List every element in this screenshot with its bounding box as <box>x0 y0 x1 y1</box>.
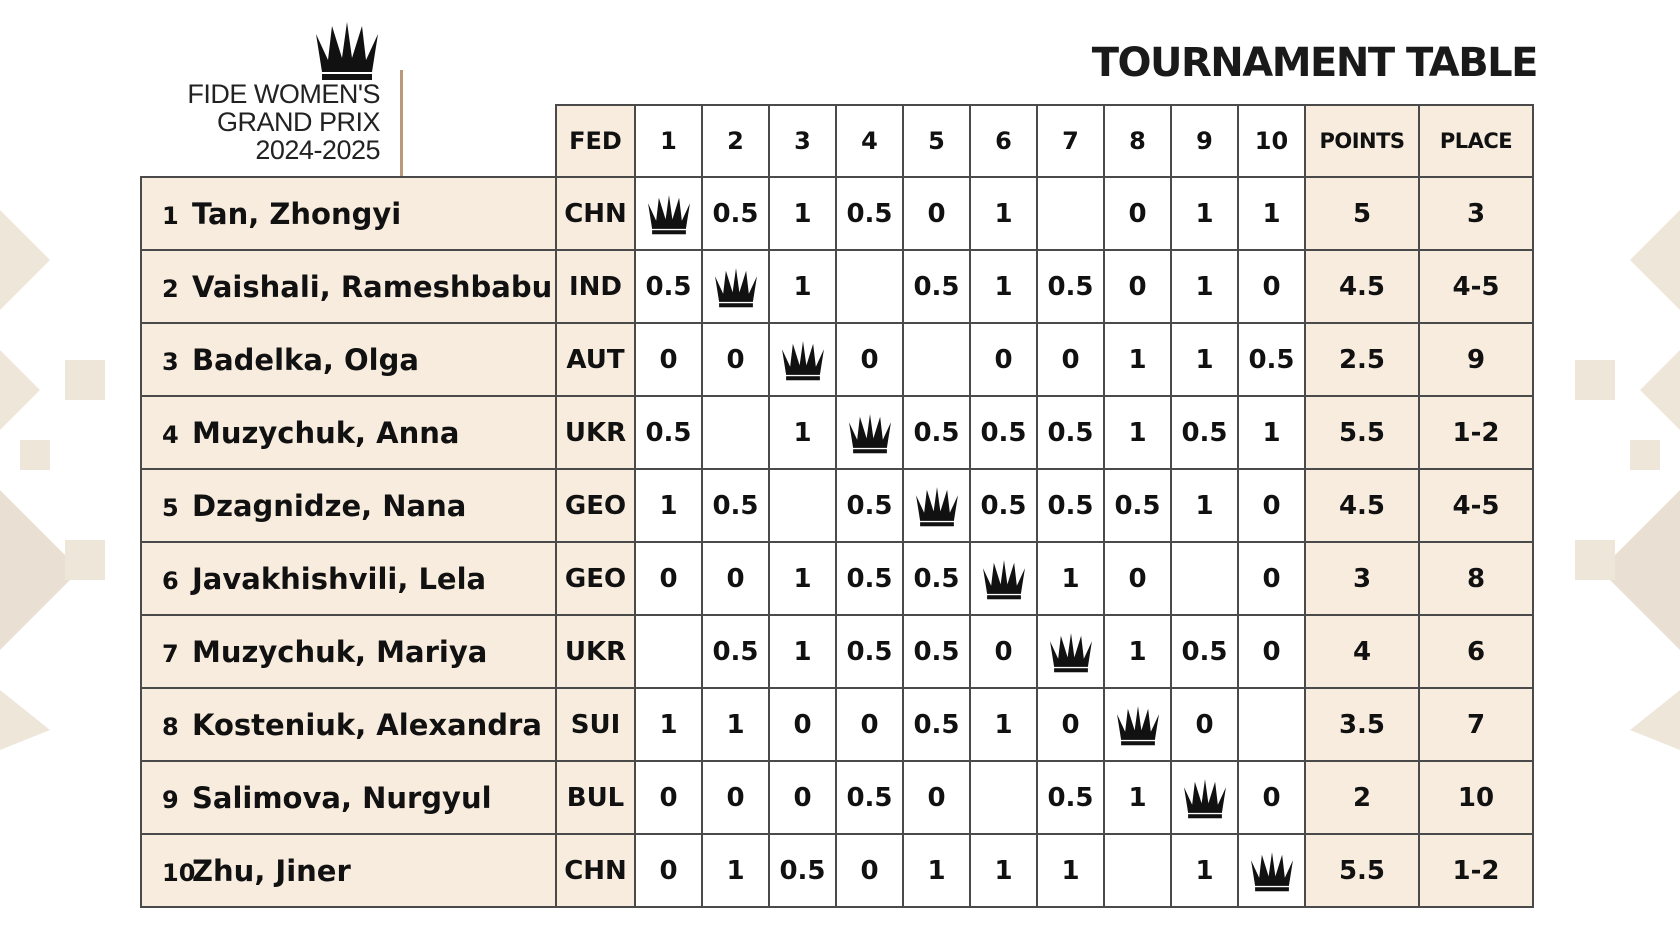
points-cell: 2.5 <box>1305 323 1419 396</box>
player-name: Badelka, Olga <box>192 342 419 377</box>
result-cell: 0 <box>1238 542 1305 615</box>
result-cell: 0 <box>836 323 903 396</box>
result-cell: 0.5 <box>903 542 970 615</box>
points-cell: 2 <box>1305 761 1419 834</box>
crown-icon <box>912 485 962 527</box>
result-cell: 0.5 <box>635 250 702 323</box>
crown-icon <box>845 412 895 454</box>
points-cell: 3.5 <box>1305 688 1419 761</box>
place-cell: 6 <box>1419 615 1533 688</box>
player-cell <box>141 688 556 761</box>
table-row <box>141 250 1533 323</box>
result-cell: 0 <box>970 323 1037 396</box>
result-cell: 1 <box>1037 542 1104 615</box>
self-crown-cell <box>1238 834 1305 907</box>
result-cell: 0 <box>769 688 836 761</box>
table-header-row <box>141 105 1533 177</box>
result-cell: 0.5 <box>702 615 769 688</box>
player-cell <box>141 469 556 542</box>
result-cell: 0 <box>1104 542 1171 615</box>
result-cell: 1 <box>1171 323 1238 396</box>
player-cell <box>141 834 556 907</box>
result-cell: 1 <box>1104 615 1171 688</box>
table-row <box>141 469 1533 542</box>
table-row <box>141 542 1533 615</box>
right-decoration <box>1560 190 1680 750</box>
federation-cell: CHN <box>556 834 635 907</box>
player-number: 7 <box>162 639 179 668</box>
self-crown-cell <box>702 250 769 323</box>
result-cell: 0.5 <box>702 177 769 250</box>
player-number: 4 <box>162 420 179 449</box>
result-cell: 1 <box>1171 250 1238 323</box>
result-cell: 0.5 <box>1037 469 1104 542</box>
round-header: 4 <box>836 105 903 177</box>
result-cell: 0 <box>1238 761 1305 834</box>
self-crown-cell <box>769 323 836 396</box>
result-cell: 0.5 <box>1037 761 1104 834</box>
result-cell: 0.5 <box>970 469 1037 542</box>
logo-line-2: GRAND PRIX <box>216 107 380 137</box>
result-cell: 0.5 <box>836 469 903 542</box>
result-cell: 0.5 <box>1171 615 1238 688</box>
result-cell: 0 <box>970 615 1037 688</box>
result-cell <box>769 469 836 542</box>
crown-icon <box>1046 631 1096 673</box>
points-cell: 5 <box>1305 177 1419 250</box>
result-cell: 0.5 <box>1171 396 1238 469</box>
result-cell: 0 <box>635 834 702 907</box>
result-cell: 1 <box>635 688 702 761</box>
result-cell: 1 <box>1037 834 1104 907</box>
result-cell: 0 <box>836 834 903 907</box>
place-cell: 4-5 <box>1419 469 1533 542</box>
player-cell <box>141 323 556 396</box>
result-cell: 1 <box>1238 177 1305 250</box>
points-cell: 5.5 <box>1305 834 1419 907</box>
self-crown-cell <box>903 469 970 542</box>
federation-cell: CHN <box>556 177 635 250</box>
round-header: 9 <box>1171 105 1238 177</box>
crown-icon <box>778 339 828 381</box>
page-title: TOURNAMENT TABLE <box>1091 40 1537 86</box>
result-cell: 0.5 <box>769 834 836 907</box>
federation-cell: IND <box>556 250 635 323</box>
result-cell: 1 <box>970 834 1037 907</box>
player-number: 6 <box>162 566 179 595</box>
result-cell: 1 <box>702 834 769 907</box>
points-header: POINTS <box>1305 105 1419 177</box>
result-cell <box>1104 834 1171 907</box>
result-cell: 1 <box>1171 469 1238 542</box>
round-header: 1 <box>635 105 702 177</box>
crown-icon <box>711 266 761 308</box>
result-cell: 0.5 <box>1238 323 1305 396</box>
result-cell: 0 <box>1238 250 1305 323</box>
player-cell <box>141 177 556 250</box>
federation-cell: UKR <box>556 396 635 469</box>
result-cell: 1 <box>1238 396 1305 469</box>
player-name: Zhu, Jiner <box>192 853 351 888</box>
self-crown-cell <box>1104 688 1171 761</box>
place-header: PLACE <box>1419 105 1533 177</box>
result-cell: 1 <box>769 177 836 250</box>
round-header: 5 <box>903 105 970 177</box>
result-cell: 0.5 <box>903 615 970 688</box>
result-cell: 1 <box>635 469 702 542</box>
player-number: 3 <box>162 347 179 376</box>
player-number: 2 <box>162 274 179 303</box>
fed-header: FED <box>556 105 635 177</box>
result-cell: 1 <box>970 250 1037 323</box>
result-cell: 0 <box>903 177 970 250</box>
result-cell: 0.5 <box>903 688 970 761</box>
self-crown-cell <box>635 177 702 250</box>
result-cell <box>970 761 1037 834</box>
result-cell: 1 <box>1104 761 1171 834</box>
result-cell: 0.5 <box>1037 396 1104 469</box>
result-cell: 1 <box>970 688 1037 761</box>
points-cell: 3 <box>1305 542 1419 615</box>
result-cell: 0.5 <box>836 615 903 688</box>
federation-cell: SUI <box>556 688 635 761</box>
table-row <box>141 761 1533 834</box>
result-cell: 0 <box>1037 688 1104 761</box>
place-cell: 9 <box>1419 323 1533 396</box>
player-number: 10 <box>162 858 196 887</box>
result-cell <box>903 323 970 396</box>
self-crown-cell <box>1171 761 1238 834</box>
player-name: Kosteniuk, Alexandra <box>192 707 542 742</box>
table-row <box>141 688 1533 761</box>
round-header: 7 <box>1037 105 1104 177</box>
place-cell: 10 <box>1419 761 1533 834</box>
crown-icon <box>310 20 384 80</box>
player-number: 8 <box>162 712 179 741</box>
result-cell: 0 <box>836 688 903 761</box>
player-name: Muzychuk, Anna <box>192 415 460 450</box>
player-number: 9 <box>162 785 179 814</box>
player-number: 5 <box>162 493 179 522</box>
points-cell: 4.5 <box>1305 250 1419 323</box>
header-spacer <box>141 105 556 177</box>
result-cell: 0 <box>635 761 702 834</box>
player-cell <box>141 250 556 323</box>
logo-line-1: FIDE WOMEN'S <box>187 79 380 109</box>
round-header: 2 <box>702 105 769 177</box>
federation-cell: GEO <box>556 469 635 542</box>
place-cell: 4-5 <box>1419 250 1533 323</box>
result-cell: 0 <box>1238 469 1305 542</box>
player-name: Muzychuk, Mariya <box>192 634 488 669</box>
result-cell: 0.5 <box>970 396 1037 469</box>
result-cell: 1 <box>769 615 836 688</box>
result-cell: 0 <box>1037 323 1104 396</box>
player-name: Tan, Zhongyi <box>192 196 402 231</box>
crown-icon <box>1247 850 1297 892</box>
result-cell: 1 <box>970 177 1037 250</box>
logo-line-3: 2024-2025 <box>255 135 380 165</box>
round-header: 3 <box>769 105 836 177</box>
federation-cell: GEO <box>556 542 635 615</box>
table-row <box>141 834 1533 907</box>
player-cell <box>141 396 556 469</box>
result-cell: 0 <box>769 761 836 834</box>
round-header: 8 <box>1104 105 1171 177</box>
result-cell: 1 <box>769 396 836 469</box>
player-cell <box>141 615 556 688</box>
result-cell: 1 <box>702 688 769 761</box>
result-cell: 0.5 <box>1104 469 1171 542</box>
crown-icon <box>1113 704 1163 746</box>
result-cell: 0.5 <box>836 177 903 250</box>
federation-cell: BUL <box>556 761 635 834</box>
federation-cell: UKR <box>556 615 635 688</box>
player-name: Javakhishvili, Lela <box>192 561 487 596</box>
table-body <box>141 177 1533 907</box>
federation-cell: AUT <box>556 323 635 396</box>
result-cell: 1 <box>769 250 836 323</box>
table-row <box>141 615 1533 688</box>
result-cell: 1 <box>769 542 836 615</box>
round-header: 10 <box>1238 105 1305 177</box>
result-cell <box>1171 542 1238 615</box>
self-crown-cell <box>970 542 1037 615</box>
player-number: 1 <box>162 201 179 230</box>
result-cell: 1 <box>1171 834 1238 907</box>
result-cell <box>1037 177 1104 250</box>
tournament-table <box>140 104 1534 908</box>
result-cell: 0 <box>1104 250 1171 323</box>
result-cell <box>635 615 702 688</box>
result-cell: 0.5 <box>836 761 903 834</box>
result-cell: 0.5 <box>903 396 970 469</box>
result-cell: 0 <box>702 542 769 615</box>
place-cell: 8 <box>1419 542 1533 615</box>
table-row <box>141 323 1533 396</box>
points-cell: 5.5 <box>1305 396 1419 469</box>
place-cell: 7 <box>1419 688 1533 761</box>
result-cell: 0 <box>702 323 769 396</box>
result-cell <box>1238 688 1305 761</box>
self-crown-cell <box>836 396 903 469</box>
crown-icon <box>644 193 694 235</box>
player-name: Salimova, Nurgyul <box>192 780 492 815</box>
result-cell: 0 <box>1104 177 1171 250</box>
crown-icon <box>1180 777 1230 819</box>
points-cell: 4 <box>1305 615 1419 688</box>
crown-icon <box>979 558 1029 600</box>
result-cell: 0 <box>635 542 702 615</box>
result-cell <box>702 396 769 469</box>
result-cell <box>836 250 903 323</box>
result-cell: 1 <box>1104 396 1171 469</box>
player-name: Dzagnidze, Nana <box>192 488 467 523</box>
player-name: Vaishali, Rameshbabu <box>192 269 553 304</box>
result-cell: 1 <box>1171 177 1238 250</box>
player-cell <box>141 542 556 615</box>
left-decoration <box>0 190 120 750</box>
result-cell: 0 <box>702 761 769 834</box>
place-cell: 1-2 <box>1419 834 1533 907</box>
place-cell: 1-2 <box>1419 396 1533 469</box>
result-cell: 0.5 <box>903 250 970 323</box>
player-cell <box>141 761 556 834</box>
result-cell: 0 <box>903 761 970 834</box>
result-cell: 0.5 <box>635 396 702 469</box>
result-cell: 0.5 <box>1037 250 1104 323</box>
result-cell: 0 <box>1238 615 1305 688</box>
table-row <box>141 177 1533 250</box>
result-cell: 0.5 <box>702 469 769 542</box>
self-crown-cell <box>1037 615 1104 688</box>
result-cell: 0.5 <box>836 542 903 615</box>
result-cell: 1 <box>903 834 970 907</box>
points-cell: 4.5 <box>1305 469 1419 542</box>
round-header: 6 <box>970 105 1037 177</box>
result-cell: 0 <box>1171 688 1238 761</box>
table-row <box>141 396 1533 469</box>
place-cell: 3 <box>1419 177 1533 250</box>
result-cell: 0 <box>635 323 702 396</box>
result-cell: 1 <box>1104 323 1171 396</box>
